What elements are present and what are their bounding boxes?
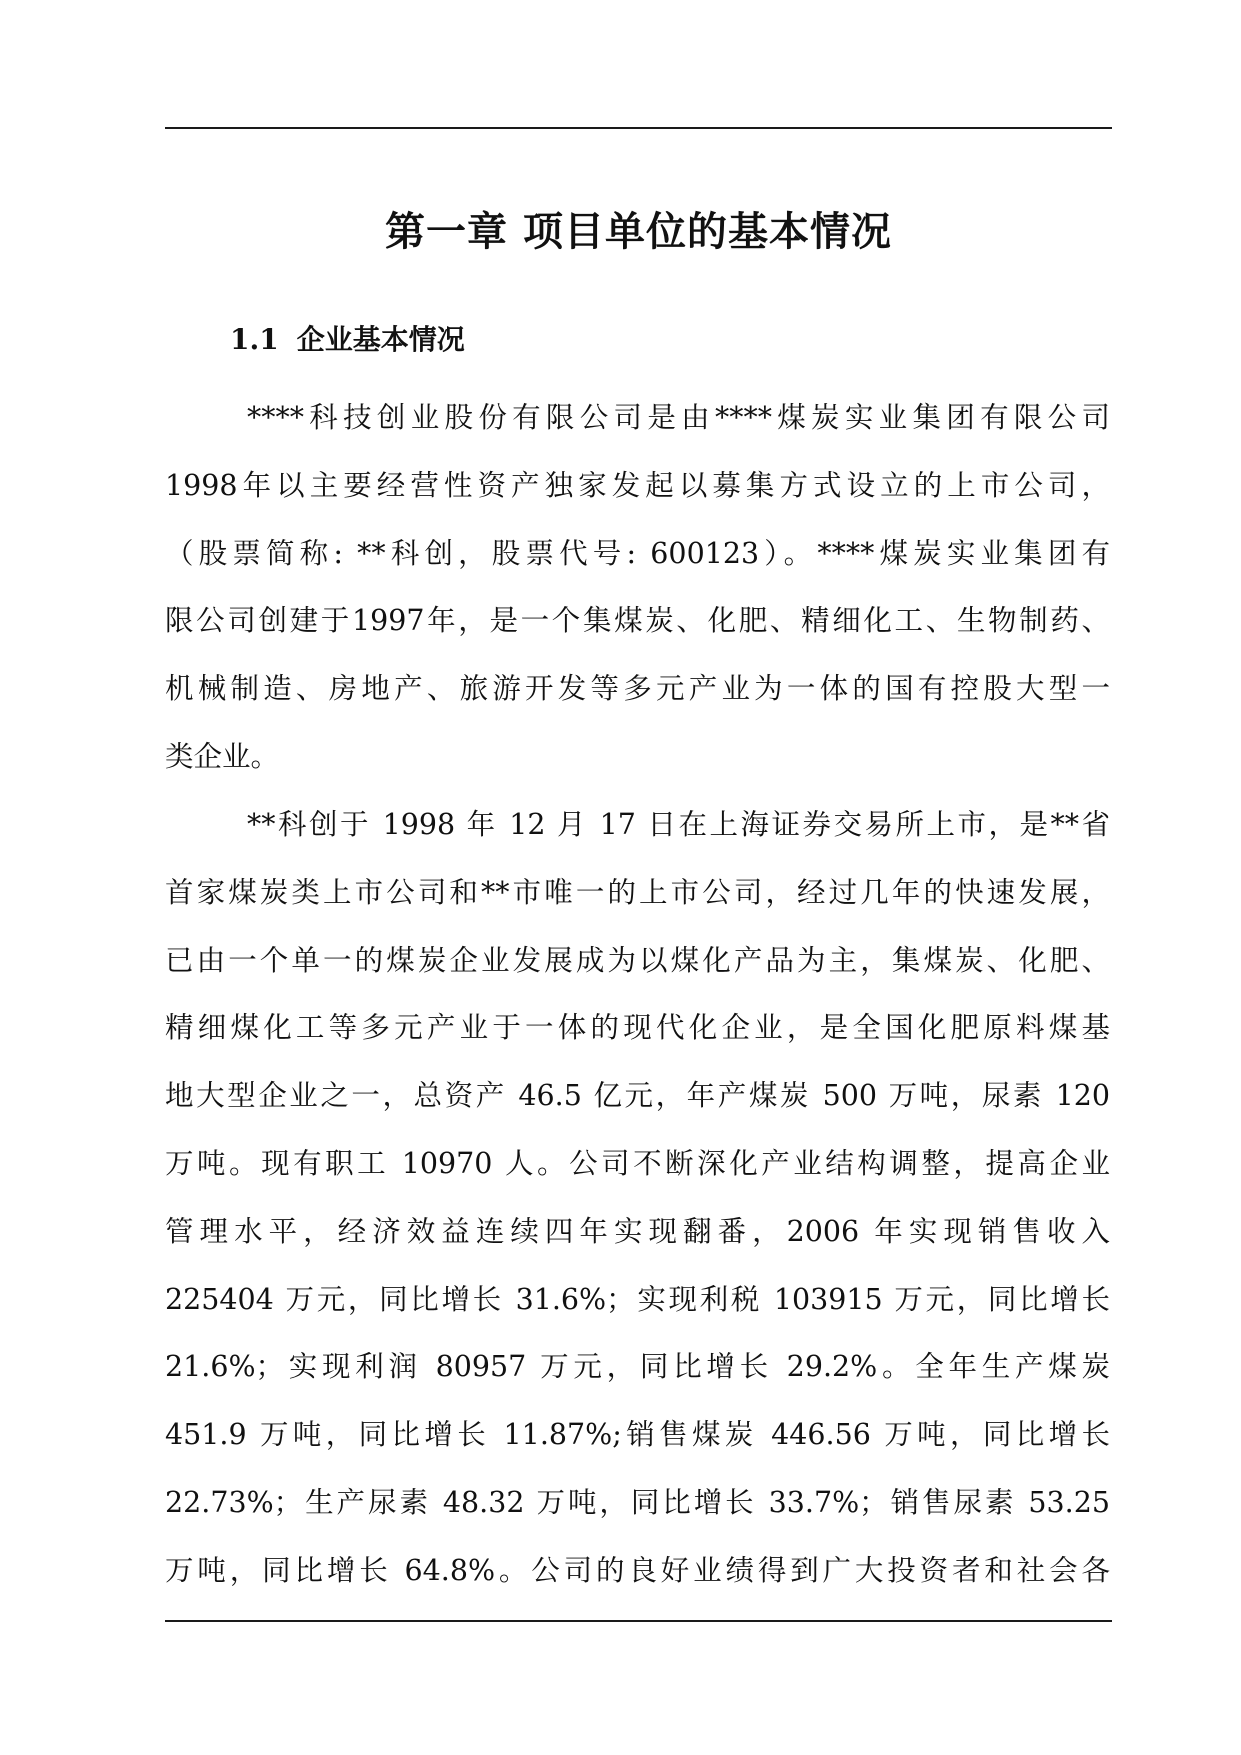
paragraph-line: （股票简称: **科创，股票代号: 600123）。****煤炭实业集团有 [165,536,1110,570]
paragraph-line: 地大型企业之一，总资产 46.5 亿元，年产煤炭 500 万吨，尿素 120 [165,1079,1110,1113]
paragraph-line: 21.6%；实现利润 80957 万元，同比增长 29.2%。全年生产煤炭 [165,1350,1110,1384]
section-title: 企业基本情况 [296,323,465,356]
paragraph-line: ****科技创业股份有限公司是由****煤炭实业集团有限公司 [247,401,1110,434]
paragraph-line: 已由一个单一的煤炭企业发展成为以煤化产品为主，集煤炭、化肥、 [165,943,1110,977]
paragraph-line: 万吨。现有职工 10970 人。公司不断深化产业结构调整，提高企业 [165,1146,1110,1180]
paragraph-line: 1998年以主要经营性资产独家发起以募集方式设立的上市公司， [165,468,1110,502]
paragraph-line: 管理水平，经济效益连续四年实现翻番，2006 年实现销售收入 [165,1214,1110,1248]
chapter-title: 第一章 项目单位的基本情况 [385,209,892,255]
paragraph-company-overview [165,384,1110,791]
paragraph-line: 类企业。 [165,739,280,773]
header-rule [165,127,1112,129]
paragraph-line: 首家煤炭类上市公司和**市唯一的上市公司，经过几年的快速发展， [165,875,1110,909]
paragraph-line: 机械制造、房地产、旅游开发等多元产业为一体的国有控股大型一 [165,672,1110,706]
paragraph-line: 451.9 万吨，同比增长 11.87%;销售煤炭 446.56 万吨，同比增长 [165,1418,1110,1452]
section-heading [230,320,465,360]
paragraph-line: 22.73%；生产尿素 48.32 万吨，同比增长 33.7%；销售尿素 53.25 [165,1485,1110,1519]
paragraph-line: **科创于 1998 年 12 月 17 日在上海证券交易所上市，是**省 [247,808,1110,841]
paragraph-line: 225404 万元，同比增长 31.6%；实现利税 103915 万元，同比增长 [165,1282,1110,1316]
paragraph-line: 限公司创建于1997年，是一个集煤炭、化肥、精细化工、生物制药、 [165,604,1110,638]
footer-rule [165,1620,1112,1622]
paragraph-company-performance [165,791,1110,1605]
paragraph-line: 精细煤化工等多元产业于一体的现代化企业，是全国化肥原料煤基 [165,1011,1110,1045]
section-number: 1.1 [230,323,279,356]
paragraph-line: 万吨，同比增长 64.8%。公司的良好业绩得到广大投资者和社会各 [165,1553,1110,1587]
